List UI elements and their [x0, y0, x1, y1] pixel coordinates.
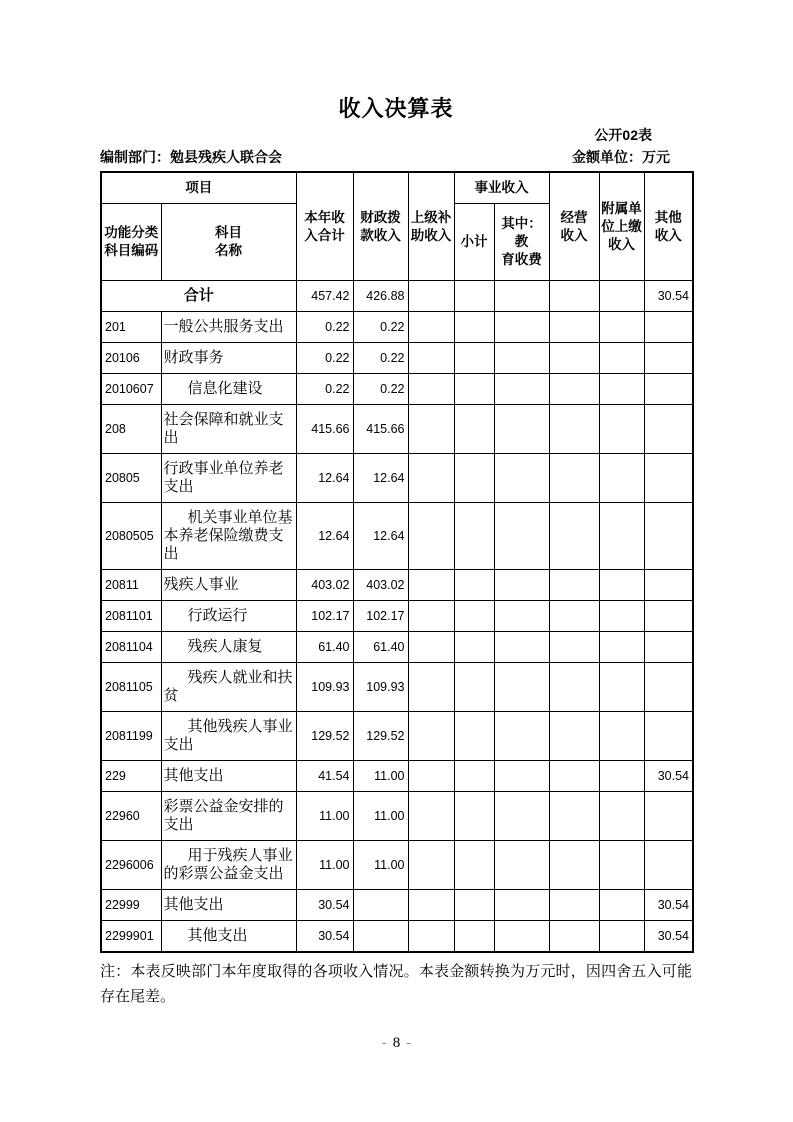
footer-dash-right: -: [406, 1035, 412, 1051]
cell-subject-name: 一般公共服务支出: [161, 312, 296, 343]
cell-affiliated: [599, 405, 644, 454]
cell-subject-name: 社会保障和就业支出: [161, 405, 296, 454]
cell-affiliated: [599, 712, 644, 761]
cell-fiscal: 129.52: [353, 712, 408, 761]
cell-other: 30.54: [644, 921, 693, 953]
cell-other: [644, 374, 693, 405]
cell-affiliated: [599, 921, 644, 953]
cell-subject-name: 信息化建设: [161, 374, 296, 405]
cell-operating: [549, 343, 599, 374]
cell-affiliated: [599, 570, 644, 601]
cell-superior: [408, 712, 454, 761]
cell-function-code: 22960: [101, 792, 161, 841]
cell-edu: [494, 454, 549, 503]
cell-affiliated: [599, 663, 644, 712]
cell-fiscal: 0.22: [353, 374, 408, 405]
cell-superior: [408, 312, 454, 343]
cell-total: 0.22: [296, 374, 353, 405]
cell-other: [644, 503, 693, 570]
table-row: [101, 663, 693, 712]
cell-function-code: 2080505: [101, 503, 161, 570]
table-row: [101, 890, 693, 921]
cell-function-code: 20811: [101, 570, 161, 601]
cell-affiliated: [599, 374, 644, 405]
cell-operating: [549, 632, 599, 663]
cell-subtotal: [454, 921, 494, 953]
cell-fiscal: 0.22: [353, 312, 408, 343]
cell-subject-name: 残疾人康复: [161, 632, 296, 663]
cell-fiscal: 109.93: [353, 663, 408, 712]
cell-total: 415.66: [296, 405, 353, 454]
cell-affiliated: [599, 890, 644, 921]
table-row: [101, 312, 693, 343]
cell-operating: [549, 374, 599, 405]
header-superior-subsidy-income: 上级补 助收入: [408, 172, 454, 281]
cell-subtotal: [454, 601, 494, 632]
cell-operating: [549, 792, 599, 841]
cell-subtotal: [454, 761, 494, 792]
table-row: [101, 343, 693, 374]
cell-total: 30.54: [296, 921, 353, 953]
cell-total: 11.00: [296, 841, 353, 890]
cell-edu: [494, 890, 549, 921]
cell-edu: [494, 281, 549, 312]
cell-function-code: 2299901: [101, 921, 161, 953]
footer-dash-left: -: [381, 1035, 387, 1051]
cell-total: 41.54: [296, 761, 353, 792]
cell-function-code: 2081104: [101, 632, 161, 663]
cell-superior: [408, 792, 454, 841]
table-row-grand-total: [101, 281, 693, 312]
cell-superior: [408, 761, 454, 792]
cell-fiscal: 426.88: [353, 281, 408, 312]
cell-total: 102.17: [296, 601, 353, 632]
cell-operating: [549, 454, 599, 503]
cell-superior: [408, 890, 454, 921]
cell-subtotal: [454, 792, 494, 841]
form-number: 公开02表: [594, 127, 652, 143]
cell-operating: [549, 601, 599, 632]
cell-affiliated: [599, 343, 644, 374]
meta-line: [100, 148, 692, 166]
cell-fiscal: 0.22: [353, 343, 408, 374]
cell-subtotal: [454, 503, 494, 570]
cell-superior: [408, 405, 454, 454]
cell-superior: [408, 663, 454, 712]
amount-unit: 金额单位：万元: [572, 149, 670, 165]
cell-function-code: 2081105: [101, 663, 161, 712]
cell-affiliated: [599, 503, 644, 570]
cell-other: [644, 454, 693, 503]
cell-edu: [494, 374, 549, 405]
table-row: [101, 841, 693, 890]
cell-total: 12.64: [296, 503, 353, 570]
cell-total: 457.42: [296, 281, 353, 312]
header-project: 项目: [101, 172, 296, 204]
footer-page-number: 8: [392, 1035, 401, 1051]
cell-other: [644, 343, 693, 374]
cell-edu: [494, 761, 549, 792]
cell-subject-name: 行政事业单位养老支出: [161, 454, 296, 503]
cell-fiscal: 12.64: [353, 454, 408, 503]
cell-operating: [549, 503, 599, 570]
cell-total: 403.02: [296, 570, 353, 601]
cell-operating: [549, 663, 599, 712]
cell-superior: [408, 503, 454, 570]
cell-subtotal: [454, 454, 494, 503]
cell-edu: [494, 663, 549, 712]
cell-total: 61.40: [296, 632, 353, 663]
cell-fiscal: 11.00: [353, 841, 408, 890]
cell-fiscal: 11.00: [353, 761, 408, 792]
cell-function-code: 20106: [101, 343, 161, 374]
cell-other: [644, 405, 693, 454]
cell-subject-name: 其他支出: [161, 921, 296, 953]
cell-subject-name: 彩票公益金安排的支出: [161, 792, 296, 841]
cell-affiliated: [599, 632, 644, 663]
header-affiliated-unit-income: 附属单 位上缴 收入: [599, 172, 644, 281]
cell-function-code: 22999: [101, 890, 161, 921]
table-row: [101, 601, 693, 632]
cell-subtotal: [454, 570, 494, 601]
table-row: [101, 712, 693, 761]
cell-total: 129.52: [296, 712, 353, 761]
cell-subtotal: [454, 841, 494, 890]
cell-total: 0.22: [296, 343, 353, 374]
cell-function-code: 201: [101, 312, 161, 343]
cell-subject-name: 用于残疾人事业的彩票公益金支出: [161, 841, 296, 890]
table-row: [101, 792, 693, 841]
cell-other: [644, 841, 693, 890]
cell-superior: [408, 921, 454, 953]
cell-other: [644, 663, 693, 712]
cell-function-code: 2296006: [101, 841, 161, 890]
cell-edu: [494, 343, 549, 374]
cell-affiliated: [599, 841, 644, 890]
table-row: [101, 632, 693, 663]
cell-total: 0.22: [296, 312, 353, 343]
cell-superior: [408, 601, 454, 632]
cell-edu: [494, 792, 549, 841]
table-row: [101, 454, 693, 503]
header-operating-income: 经营 收入: [549, 172, 599, 281]
table-row: [101, 921, 693, 953]
page-title: 收入决算表: [338, 96, 454, 121]
cell-edu: [494, 570, 549, 601]
cell-operating: [549, 712, 599, 761]
revenue-final-accounts-table: [100, 171, 694, 953]
cell-superior: [408, 570, 454, 601]
cell-other: [644, 792, 693, 841]
cell-superior: [408, 841, 454, 890]
cell-affiliated: [599, 792, 644, 841]
cell-subject-name: 其他残疾人事业支出: [161, 712, 296, 761]
cell-function-code: 2081199: [101, 712, 161, 761]
cell-total: 12.64: [296, 454, 353, 503]
cell-fiscal: 102.17: [353, 601, 408, 632]
cell-subject-name: 残疾人就业和扶贫: [161, 663, 296, 712]
cell-fiscal: 403.02: [353, 570, 408, 601]
cell-operating: [549, 890, 599, 921]
cell-fiscal: [353, 890, 408, 921]
cell-superior: [408, 281, 454, 312]
cell-affiliated: [599, 281, 644, 312]
cell-edu: [494, 921, 549, 953]
header-subtotal: 小计: [454, 204, 494, 281]
cell-subject-name: 其他支出: [161, 761, 296, 792]
cell-total: 11.00: [296, 792, 353, 841]
cell-operating: [549, 570, 599, 601]
header-row-1: [101, 172, 693, 204]
cell-fiscal: 11.00: [353, 792, 408, 841]
cell-edu: [494, 503, 549, 570]
table-row: [101, 503, 693, 570]
cell-fiscal: 415.66: [353, 405, 408, 454]
header-total-income: 本年收 入合计: [296, 172, 353, 281]
cell-subtotal: [454, 374, 494, 405]
cell-edu: [494, 312, 549, 343]
cell-other: 30.54: [644, 890, 693, 921]
cell-superior: [408, 343, 454, 374]
header-other-income: 其他 收入: [644, 172, 693, 281]
cell-other: [644, 712, 693, 761]
header-fiscal-grant-income: 财政拨 款收入: [353, 172, 408, 281]
cell-subtotal: [454, 312, 494, 343]
cell-other: [644, 632, 693, 663]
header-function-code: 功能分类 科目编码: [101, 204, 161, 281]
cell-function-code: 2081101: [101, 601, 161, 632]
cell-operating: [549, 312, 599, 343]
cell-affiliated: [599, 761, 644, 792]
header-subject-name: 科目 名称: [161, 204, 296, 281]
cell-operating: [549, 761, 599, 792]
cell-subject-name: 残疾人事业: [161, 570, 296, 601]
page-footer: [0, 1035, 793, 1052]
cell-other: [644, 570, 693, 601]
table-row: [101, 374, 693, 405]
cell-subject-name: 财政事务: [161, 343, 296, 374]
cell-other: 30.54: [644, 761, 693, 792]
cell-subject-name: 行政运行: [161, 601, 296, 632]
cell-function-code: 20805: [101, 454, 161, 503]
cell-subtotal: [454, 343, 494, 374]
header-business-income: 事业收入: [454, 172, 549, 204]
cell-edu: [494, 405, 549, 454]
header-education-fee: 其中：教 育收费: [494, 204, 549, 281]
cell-function-code: 208: [101, 405, 161, 454]
cell-subtotal: [454, 712, 494, 761]
cell-fiscal: 12.64: [353, 503, 408, 570]
cell-subtotal: [454, 632, 494, 663]
cell-edu: [494, 632, 549, 663]
cell-affiliated: [599, 601, 644, 632]
cell-other: [644, 312, 693, 343]
cell-superior: [408, 632, 454, 663]
cell-subtotal: [454, 405, 494, 454]
table-row: [101, 570, 693, 601]
table-note: 注：本表反映部门本年度取得的各项收入情况。本表金额转换为万元时，因四舍五入可能存在尾差。: [100, 964, 692, 1005]
table-row: [101, 761, 693, 792]
cell-superior: [408, 454, 454, 503]
cell-fiscal: 61.40: [353, 632, 408, 663]
cell-operating: [549, 921, 599, 953]
cell-other: [644, 601, 693, 632]
cell-subtotal: [454, 663, 494, 712]
cell-total: 109.93: [296, 663, 353, 712]
cell-subject-name: 其他支出: [161, 890, 296, 921]
cell-operating: [549, 405, 599, 454]
document-page: [100, 0, 692, 1010]
row-total-label: 合计: [101, 281, 296, 312]
cell-affiliated: [599, 312, 644, 343]
cell-edu: [494, 601, 549, 632]
table-row: [101, 405, 693, 454]
cell-fiscal: [353, 921, 408, 953]
cell-edu: [494, 712, 549, 761]
cell-other: 30.54: [644, 281, 693, 312]
cell-superior: [408, 374, 454, 405]
cell-subtotal: [454, 281, 494, 312]
cell-operating: [549, 841, 599, 890]
cell-affiliated: [599, 454, 644, 503]
cell-function-code: 2010607: [101, 374, 161, 405]
prepared-by-dept: 编制部门：勉县残疾人联合会: [100, 149, 282, 165]
cell-operating: [549, 281, 599, 312]
cell-function-code: 229: [101, 761, 161, 792]
cell-total: 30.54: [296, 890, 353, 921]
cell-edu: [494, 841, 549, 890]
cell-subject-name: 机关事业单位基本养老保险缴费支出: [161, 503, 296, 570]
cell-subtotal: [454, 890, 494, 921]
